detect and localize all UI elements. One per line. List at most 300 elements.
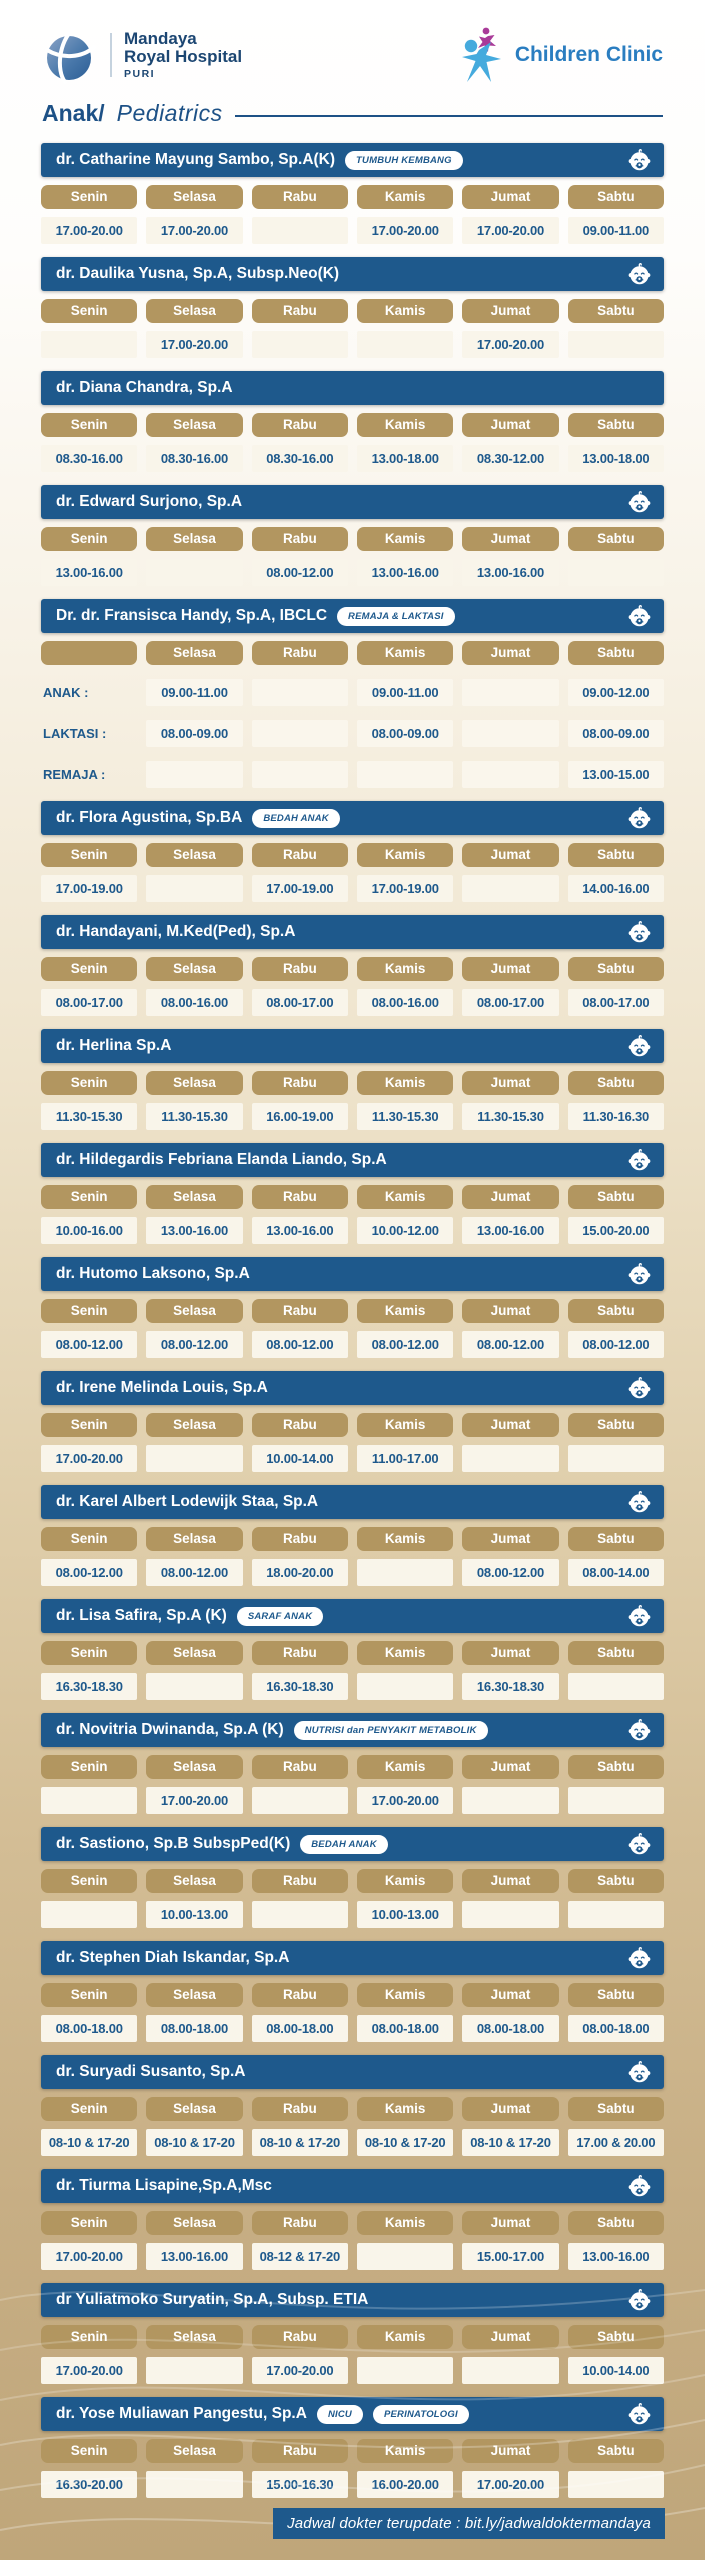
day-header: Sabtu [568,957,664,981]
doctor-header-bar [41,1713,664,1747]
day-header: Senin [41,1071,137,1095]
time-cell: 10.00-13.00 [357,1901,453,1928]
title-english: Pediatrics [116,100,223,126]
time-cell: 17.00 & 20.00 [568,2129,664,2156]
day-header-row [41,2325,664,2349]
time-cell: 08.00-18.00 [146,2015,242,2042]
doctor-header-bar [41,1941,664,1975]
doctor-card [41,1827,664,1928]
day-header: Selasa [146,957,242,981]
day-header: Kamis [357,1299,453,1323]
time-cell: 13.00-18.00 [568,445,664,472]
doctor-header-bar [41,2397,664,2431]
day-header: Kamis [357,2097,453,2121]
baby-face-icon [627,2402,652,2427]
day-header: Jumat [462,1071,558,1095]
time-cell: 13.00-16.00 [252,1217,348,1244]
time-cell: 08.00-18.00 [41,2015,137,2042]
day-header: Rabu [252,299,348,323]
day-header: Senin [41,1641,137,1665]
time-cell: 13.00-16.00 [357,559,453,586]
doctor-header-bar [41,1143,664,1177]
time-cell: 14.00-16.00 [568,875,664,902]
schedule-row-label: LAKTASI : [43,726,107,741]
baby-face-icon [627,148,652,173]
day-header: Selasa [146,299,242,323]
time-cell [146,1445,242,1472]
baby-face-icon [627,920,652,945]
time-cell: 17.00-20.00 [146,217,242,244]
time-cell: 10.00-16.00 [41,1217,137,1244]
specialty-badge: BEDAH ANAK [300,1835,388,1854]
doctor-card [41,599,664,788]
doctor-name: dr. Hutomo Laksono, Sp.A [56,1265,250,1282]
time-cell [568,1673,664,1700]
day-header-row [41,1983,664,2007]
time-cell: 08.00-12.00 [568,1331,664,1358]
time-cell [252,679,348,706]
day-header: Jumat [462,299,558,323]
time-cell: 08.00-12.00 [462,1331,558,1358]
doctor-name: Dr. dr. Fransisca Handy, Sp.A, IBCLC [56,607,328,624]
schedule-row-label: ANAK : [43,685,89,700]
specialty-badge: NICU [317,2405,363,2424]
time-cell: 13.00-16.00 [462,559,558,586]
time-cell: 08.30-16.00 [252,445,348,472]
time-cell: 17.00-19.00 [252,875,348,902]
day-header-row [41,527,664,551]
day-header: Rabu [252,2211,348,2235]
doctor-header-bar [41,485,664,519]
doctor-name: dr. Tiurma Lisapine,Sp.A,Msc [56,2177,272,2194]
time-cell: 13.00-15.00 [568,761,664,788]
doctor-header-bar [41,371,664,405]
time-cell: 08.00-17.00 [568,989,664,1016]
day-header: Senin [41,1983,137,2007]
day-header: Sabtu [568,2211,664,2235]
time-cell: 10.00-14.00 [568,2357,664,2384]
doctor-card [41,1143,664,1244]
day-header: Jumat [462,1869,558,1893]
time-row [41,989,664,1016]
doctor-name: dr. Yose Muliawan Pangestu, Sp.A [56,2405,307,2422]
day-header: Jumat [462,641,558,665]
time-cell: 10.00-13.00 [146,1901,242,1928]
time-cell: 09.00-11.00 [146,679,242,706]
children-clinic-icon [455,26,507,84]
doctor-header-bar [41,801,664,835]
time-cell: 13.00-18.00 [357,445,453,472]
day-header: Kamis [357,1755,453,1779]
baby-face-icon [627,1262,652,1287]
doctor-name: dr. Novitria Dwinanda, Sp.A (K) [56,1721,284,1738]
time-cell: 09.00-11.00 [568,217,664,244]
day-header: Senin [41,957,137,981]
time-cell [568,1901,664,1928]
day-header: Sabtu [568,2439,664,2463]
doctor-card-list [0,143,705,2498]
day-header: Selasa [146,641,242,665]
time-row [41,1103,664,1130]
time-cell: 17.00-19.00 [357,875,453,902]
time-row [41,2129,664,2156]
time-row [41,2015,664,2042]
day-header: Rabu [252,1869,348,1893]
time-cell [462,1787,558,1814]
day-header-row [41,413,664,437]
doctor-card [41,371,664,472]
day-header-row [41,1755,664,1779]
specialty-badge: REMAJA & LAKTASI [337,607,455,626]
time-cell: 17.00-20.00 [41,1445,137,1472]
time-row [41,2471,664,2498]
day-header: Kamis [357,2325,453,2349]
day-header-row [41,957,664,981]
doctor-name: dr. Sastiono, Sp.B SubspPed(K) [56,1835,291,1852]
doctor-name: dr. Lisa Safira, Sp.A (K) [56,1607,227,1624]
day-header: Jumat [462,2325,558,2349]
time-cell [568,1787,664,1814]
day-header-row [41,641,664,665]
time-cell [146,2471,242,2498]
doctor-card [41,485,664,586]
time-cell: 08.00-12.00 [146,1331,242,1358]
time-cell: 08.00-18.00 [252,2015,348,2042]
time-cell: 08.00-09.00 [146,720,242,747]
day-header: Sabtu [568,1641,664,1665]
baby-face-icon [627,604,652,629]
doctor-card [41,1599,664,1700]
day-header: Selasa [146,2439,242,2463]
time-cell [462,875,558,902]
day-header: Rabu [252,2439,348,2463]
hospital-name [124,30,242,80]
day-header: Kamis [357,1527,453,1551]
time-row [41,1445,664,1472]
doctor-header-bar [41,1485,664,1519]
time-cell [462,679,558,706]
doctor-card [41,1485,664,1586]
doctor-name: dr. Suryadi Susanto, Sp.A [56,2063,246,2080]
day-header: Selasa [146,1071,242,1095]
doctor-name: dr. Stephen Diah Iskandar, Sp.A [56,1949,290,1966]
day-header-row [41,1413,664,1437]
day-header: Kamis [357,2439,453,2463]
time-row [41,1673,664,1700]
time-row [41,559,664,586]
time-cell [357,761,453,788]
day-header: Jumat [462,2097,558,2121]
day-header: Sabtu [568,413,664,437]
doctor-card [41,2055,664,2156]
time-cell: 08.00-12.00 [41,1331,137,1358]
day-header: Jumat [462,1755,558,1779]
time-row [41,331,664,358]
time-cell: 17.00-20.00 [146,331,242,358]
mandaya-globe-icon [42,26,98,84]
time-cell: 08-10 & 17-20 [146,2129,242,2156]
time-cell: 13.00-16.00 [146,2243,242,2270]
mandaya-logo [42,26,242,84]
time-cell [252,1901,348,1928]
day-header: Selasa [146,1983,242,2007]
doctor-name: dr. Diana Chandra, Sp.A [56,379,233,396]
schedule-row-label: REMAJA : [43,767,106,782]
day-header-row [41,1299,664,1323]
day-header: Jumat [462,957,558,981]
schedule-row [41,720,664,747]
header [0,0,705,90]
day-header [41,641,137,665]
doctor-name: dr. Edward Surjono, Sp.A [56,493,243,510]
day-header: Senin [41,2325,137,2349]
time-cell [357,1673,453,1700]
day-header: Rabu [252,1299,348,1323]
day-header: Sabtu [568,527,664,551]
time-row [41,1559,664,1586]
time-cell: 11.30-15.30 [462,1103,558,1130]
day-header: Senin [41,1755,137,1779]
day-header: Jumat [462,2439,558,2463]
day-header: Kamis [357,527,453,551]
time-cell [568,2471,664,2498]
time-cell [568,331,664,358]
time-cell [462,1445,558,1472]
doctor-header-bar [41,143,664,177]
day-header-row [41,1185,664,1209]
day-header: Kamis [357,1185,453,1209]
time-cell: 08.00-12.00 [146,1559,242,1586]
baby-face-icon [627,1376,652,1401]
day-header: Senin [41,1185,137,1209]
day-header: Kamis [357,1869,453,1893]
day-header: Senin [41,1413,137,1437]
time-cell: 08.00-09.00 [357,720,453,747]
time-cell: 13.00-16.00 [568,2243,664,2270]
day-header: Sabtu [568,299,664,323]
time-cell: 08.00-18.00 [462,2015,558,2042]
time-row [41,1901,664,1928]
time-cell: 08.00-09.00 [568,720,664,747]
day-header: Rabu [252,1185,348,1209]
day-header: Selasa [146,1641,242,1665]
schedule-update-link[interactable]: Jadwal dokter terupdate : bit.ly/jadwaldoktermandaya [273,2508,665,2539]
baby-face-icon [627,262,652,287]
time-cell: 17.00-20.00 [146,1787,242,1814]
day-header: Senin [41,843,137,867]
day-header: Rabu [252,413,348,437]
time-cell: 08.00-14.00 [568,1559,664,1586]
day-header: Sabtu [568,2097,664,2121]
day-header: Rabu [252,185,348,209]
doctor-card [41,915,664,1016]
time-cell: 08.00-12.00 [252,559,348,586]
schedule-row [41,761,664,788]
time-cell: 08.00-18.00 [357,2015,453,2042]
day-header: Senin [41,299,137,323]
doctor-card [41,2397,664,2498]
day-header: Kamis [357,1071,453,1095]
time-cell [357,1559,453,1586]
time-cell: 08.00-12.00 [357,1331,453,1358]
baby-face-icon [627,806,652,831]
day-header: Rabu [252,2097,348,2121]
time-cell: 17.00-20.00 [357,217,453,244]
day-header: Senin [41,2097,137,2121]
day-header-row [41,2097,664,2121]
day-header: Selasa [146,1185,242,1209]
time-cell: 09.00-11.00 [357,679,453,706]
time-cell: 08.00-12.00 [41,1559,137,1586]
day-header: Sabtu [568,843,664,867]
doctor-name: dr. Daulika Yusna, Sp.A, Subsp.Neo(K) [56,265,340,282]
doctor-card [41,1941,664,2042]
time-cell: 08-10 & 17-20 [357,2129,453,2156]
day-header: Senin [41,527,137,551]
time-cell [462,761,558,788]
baby-face-icon [627,1946,652,1971]
day-header: Rabu [252,1071,348,1095]
time-cell: 15.00-20.00 [568,1217,664,1244]
time-cell: 16.30-18.30 [252,1673,348,1700]
doctor-card [41,801,664,902]
title-indonesian: Anak/ [42,100,105,126]
time-cell [252,331,348,358]
time-cell: 13.00-16.00 [146,1217,242,1244]
baby-face-icon [627,490,652,515]
day-header-row [41,185,664,209]
time-cell: 13.00-16.00 [462,1217,558,1244]
time-row [41,217,664,244]
doctor-name: dr. Irene Melinda Louis, Sp.A [56,1379,268,1396]
time-cell [252,217,348,244]
time-cell [357,2243,453,2270]
time-cell: 16.00-19.00 [252,1103,348,1130]
baby-face-icon [627,1034,652,1059]
day-header: Rabu [252,2325,348,2349]
day-header: Rabu [252,1755,348,1779]
doctor-name: dr. Catharine Mayung Sambo, Sp.A(K) [56,151,336,168]
doctor-header-bar [41,2055,664,2089]
day-header-row [41,1869,664,1893]
baby-face-icon [627,1832,652,1857]
day-header: Kamis [357,2211,453,2235]
specialty-badge: NUTRISI dan PENYAKIT METABOLIK [294,1721,488,1740]
day-header: Selasa [146,1527,242,1551]
clinic-name: Children Clinic [514,43,663,66]
day-header: Kamis [357,413,453,437]
time-cell: 16.30-18.30 [462,1673,558,1700]
day-header: Rabu [252,527,348,551]
doctor-name: dr Yuliatmoko Suryatin, Sp.A, Subsp. ETIA [56,2291,369,2308]
day-header-row [41,843,664,867]
doctor-header-bar [41,915,664,949]
doctor-card [41,1713,664,1814]
day-header: Senin [41,185,137,209]
time-cell: 08.00-17.00 [252,989,348,1016]
day-header: Sabtu [568,1869,664,1893]
time-cell: 08.30-12.00 [462,445,558,472]
day-header: Sabtu [568,1185,664,1209]
day-header-row [41,1641,664,1665]
doctor-header-bar [41,1371,664,1405]
doctor-header-bar [41,2283,664,2317]
time-row [41,445,664,472]
doctor-card [41,1371,664,1472]
baby-face-icon [627,2174,652,2199]
baby-face-icon [627,1148,652,1173]
specialty-badge: SARAF ANAK [237,1607,323,1626]
doctor-header-bar [41,1827,664,1861]
day-header: Jumat [462,1983,558,2007]
day-header: Jumat [462,1413,558,1437]
schedule-row [41,679,664,706]
time-cell: 11.00-17.00 [357,1445,453,1472]
day-header: Selasa [146,2325,242,2349]
time-cell: 16.00-20.00 [357,2471,453,2498]
day-header: Jumat [462,527,558,551]
doctor-card [41,2169,664,2270]
time-cell [568,559,664,586]
time-cell [252,761,348,788]
day-header: Senin [41,2211,137,2235]
day-header: Selasa [146,1869,242,1893]
time-cell [41,1901,137,1928]
specialty-badge: TUMBUH KEMBANG [345,151,463,170]
time-cell: 11.30-16.30 [568,1103,664,1130]
time-cell: 17.00-20.00 [41,2357,137,2384]
day-header: Sabtu [568,185,664,209]
day-header: Selasa [146,1413,242,1437]
doctor-header-bar [41,599,664,633]
day-header: Senin [41,1299,137,1323]
day-header: Sabtu [568,2325,664,2349]
day-header: Selasa [146,2097,242,2121]
time-cell: 17.00-20.00 [462,217,558,244]
time-cell [462,1901,558,1928]
time-cell [462,2357,558,2384]
time-cell: 08.00-16.00 [146,989,242,1016]
day-header: Kamis [357,1983,453,2007]
time-cell: 08-10 & 17-20 [252,2129,348,2156]
hospital-name-line3: PURI [124,67,156,80]
day-header: Sabtu [568,1527,664,1551]
logo-divider [110,33,112,77]
time-row [41,875,664,902]
time-cell: 10.00-14.00 [252,1445,348,1472]
day-header: Senin [41,413,137,437]
time-cell: 08-10 & 17-20 [462,2129,558,2156]
time-cell: 17.00-20.00 [252,2357,348,2384]
day-header-row [41,2439,664,2463]
time-cell: 17.00-20.00 [41,217,137,244]
doctor-header-bar [41,1599,664,1633]
time-row [41,2357,664,2384]
time-cell [357,331,453,358]
time-cell: 17.00-20.00 [462,331,558,358]
time-cell: 08.00-12.00 [462,1559,558,1586]
time-cell: 17.00-20.00 [462,2471,558,2498]
baby-face-icon [627,2060,652,2085]
time-row [41,1217,664,1244]
section-title [0,90,705,143]
time-cell: 13.00-16.00 [41,559,137,586]
day-header: Senin [41,2439,137,2463]
day-header: Kamis [357,299,453,323]
day-header: Rabu [252,641,348,665]
day-header: Rabu [252,1983,348,2007]
time-cell: 08.30-16.00 [146,445,242,472]
